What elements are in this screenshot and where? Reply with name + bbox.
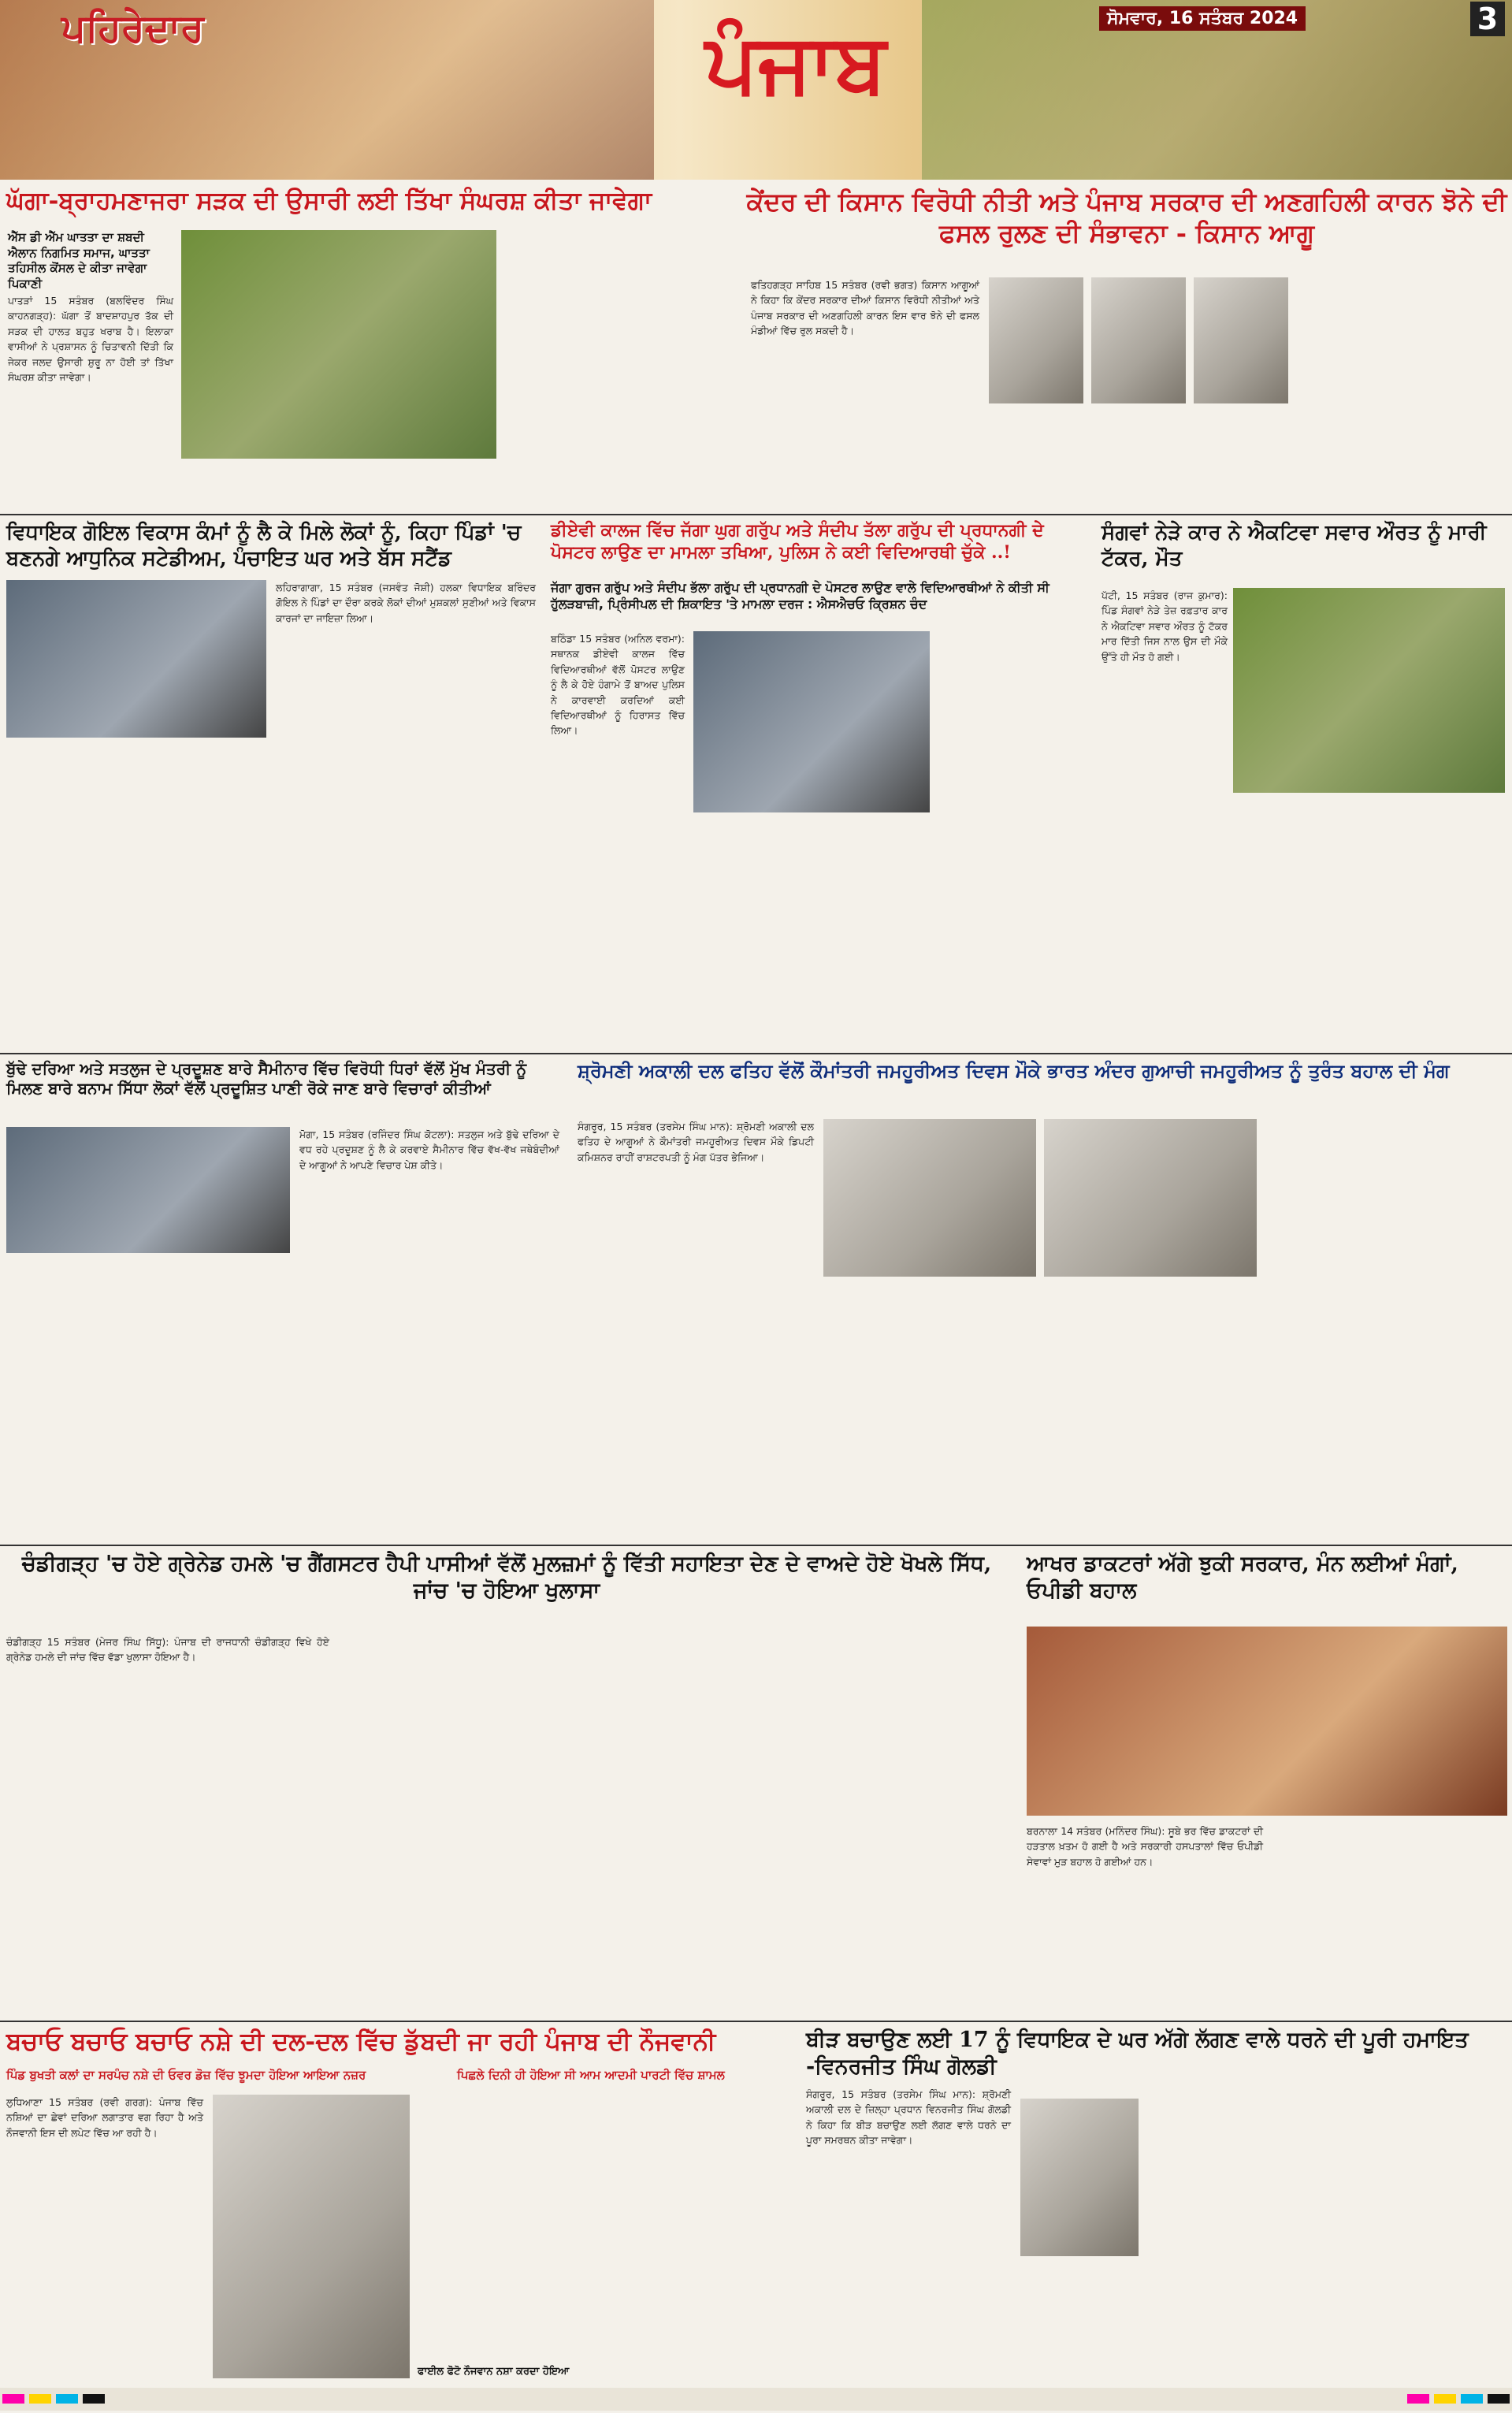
article-photo-1 bbox=[823, 1119, 1036, 1277]
article-a8 bbox=[0, 1548, 1016, 2021]
registration-swatches-right bbox=[1405, 2388, 1512, 2413]
article-body: ਮੋਗਾ, 15 ਸਤੰਬਰ (ਰਜਿੰਦਰ ਸਿੰਘ ਕੋਟਲਾ): ਸਤਲੁਜ ਅਤੇ ਬੁੱਢੇ ਦਰਿਆ ਦੇ ਵਧ ਰਹੇ ਪ੍ਰਦੂਸ਼ਣ ਨੂੰ ਲੈ ਕੇ ਕਰਵਾਏ ਸੈਮੀਨਾਰ ਵਿੱਚ ਵੱਖ-ਵੱਖ ਜਥੇਬੰਦੀਆਂ ਦੇ ਆਗੂਆਂ ਨੇ ਆਪਣੇ ਵਿਚਾਰ ਪੇਸ਼ ਕੀਤੇ। bbox=[299, 1128, 559, 1171]
article-body: ਪਾਤੜਾਂ 15 ਸਤੰਬਰ (ਬਲਵਿੰਦਰ ਸਿੰਘ ਕਾਹਨਗੜ੍ਹ): ਘੱਗਾ ਤੋਂ ਬਾਦਸ਼ਾਹਪੁਰ ਤੱਕ ਦੀ ਸੜਕ ਦੀ ਹਾਲਤ ਬਹੁਤ ਖਰਾਬ ਹੈ। ਇਲਾਕਾ ਵਾਸੀਆਂ ਨੇ ਪ੍ਰਸ਼ਾਸਨ ਨੂੰ ਚਿਤਾਵਨੀ ਦਿੱਤੀ ਕਿ ਜੇਕਰ ਜਲਦ ਉਸਾਰੀ ਸ਼ੁਰੂ ਨਾ ਹੋਈ ਤਾਂ ਤਿੱਖਾ ਸੰਘਰਸ਼ ਕੀਤਾ ਜਾਵੇਗਾ। bbox=[8, 295, 173, 383]
article-headline: ਸੰਗਵਾਂ ਨੇੜੇ ਕਾਰ ਨੇ ਐਕਟਿਵਾ ਸਵਾਰ ਔਰਤ ਨੂੰ ਮਾਰੀ ਟੱਕਰ, ਮੌਤ bbox=[1101, 521, 1487, 571]
article-headline: ਚੰਡੀਗੜ੍ਹ 'ਚ ਹੋਏ ਗ੍ਰੇਨੇਡ ਹਮਲੇ 'ਚ ਗੈਂਗਸਟਰ ਹੈਪੀ ਪਾਸੀਆਂ ਵੱਲੋਂ ਮੁਲਜ਼ਮਾਂ ਨੂੰ ਵਿੱਤੀ ਸਹਾਇਤਾ ਦੇਣ ਦੇ ਵਾਅਦੇ ਹੋਏ ਖੋਖਲੇ ਸਿੱਧ, ਜਾਂਚ 'ਚ ਹੋਇਆ ਖੁਲਾਸਾ bbox=[21, 1552, 992, 1603]
divider bbox=[0, 2021, 1512, 2022]
color-swatch bbox=[1407, 2394, 1429, 2404]
portrait-photo-3 bbox=[1194, 277, 1288, 403]
article-subhead-left: ਪਿੰਡ ਬੁਖਤੀ ਕਲਾਂ ਦਾ ਸਰਪੰਚ ਨਸ਼ੇ ਦੀ ਓਵਰ ਡੋਜ਼ ਵਿੱਚ ਝੂਮਦਾ ਹੋਇਆ ਆਇਆ ਨਜ਼ਰ bbox=[6, 2068, 366, 2082]
divider bbox=[0, 514, 1512, 515]
divider bbox=[0, 1053, 1512, 1054]
page-number: 3 bbox=[1470, 2, 1505, 36]
color-swatch bbox=[29, 2394, 51, 2404]
article-headline: ਘੱਗਾ-ਬ੍ਰਾਹਮਣਾਜਰਾ ਸੜਕ ਦੀ ਉਸਾਰੀ ਲਈ ਤਿੱਖਾ ਸੰਘਰਸ਼ ਕੀਤਾ ਜਾਵੇਗਾ bbox=[6, 187, 652, 215]
article-a4 bbox=[548, 517, 1091, 1053]
article-photo bbox=[213, 2095, 410, 2378]
brand-logo: ਪਹਿਰੇਦਾਰ bbox=[61, 6, 204, 50]
article-photo-2 bbox=[1044, 1119, 1257, 1277]
article-headline: ਸ਼੍ਰੋਮਣੀ ਅਕਾਲੀ ਦਲ ਫਤਿਹ ਵੱਲੋਂ ਕੌਮਾਂਤਰੀ ਜਮਹੂਰੀਅਤ ਦਿਵਸ ਮੌਕੇ ਭਾਰਤ ਅੰਦਰ ਗੁਆਚੀ ਜਮਹੂਰੀਅਤ ਨੂੰ ਤੁਰੰਤ ਬਹਾਲ ਦੀ ਮੰਗ bbox=[578, 1059, 1450, 1082]
divider bbox=[0, 1545, 1512, 1546]
portrait-photo-2 bbox=[1091, 277, 1186, 403]
portrait-photo-1 bbox=[989, 277, 1083, 403]
color-swatch bbox=[2, 2394, 24, 2404]
footer-color-bar bbox=[0, 2388, 1512, 2411]
article-headline: ਆਖਰ ਡਾਕਟਰਾਂ ਅੱਗੇ ਝੁਕੀ ਸਰਕਾਰ, ਮੰਨ ਲਈਆਂ ਮੰਗਾਂ, ਓਪੀਡੀ ਬਹਾਲ bbox=[1027, 1552, 1458, 1603]
article-headline: ਬਚਾਓ ਬਚਾਓ ਬਚਾਓ ਨਸ਼ੇ ਦੀ ਦਲ-ਦਲ ਵਿੱਚ ਡੁੱਬਦੀ ਜਾ ਰਹੀ ਪੰਜਾਬ ਦੀ ਨੌਜਵਾਨੀ bbox=[6, 2028, 716, 2056]
article-headline: ਕੇਂਦਰ ਦੀ ਕਿਸਾਨ ਵਿਰੋਧੀ ਨੀਤੀ ਅਤੇ ਪੰਜਾਬ ਸਰਕਾਰ ਦੀ ਅਣਗਹਿਲੀ ਕਾਰਨ ਝੋਨੇ ਦੀ ਫਸਲ ਰੁਲਣ ਦੀ ਸੰਭਾਵਨਾ - ਕਿਸਾਨ ਆਗੂ bbox=[746, 187, 1507, 248]
masthead bbox=[0, 0, 1512, 180]
article-subhead: ਐੱਸ ਡੀ ਐੱਮ ਘਾਤਤਾ ਦਾ ਸ਼ਬਦੀ ਐਲਾਨ ਨਿਗਮਿਤ ਸਮਾਜ, ਘਾਤਤਾ ਤਹਿਸੀਲ ਕੋਂਸਲ ਦੇ ਕੀਤਾ ਜਾਵੇਗਾ ਪਿਕਾਣੀ bbox=[8, 230, 150, 291]
article-body: ਪੱਟੀ, 15 ਸਤੰਬਰ (ਰਾਜ ਕੁਮਾਰ): ਪਿੰਡ ਸੰਗਵਾਂ ਨੇੜੇ ਤੇਜ਼ ਰਫ਼ਤਾਰ ਕਾਰ ਨੇ ਐਕਟਿਵਾ ਸਵਾਰ ਔਰਤ ਨੂੰ ਟੱਕਰ ਮਾਰ ਦਿੱਤੀ ਜਿਸ ਨਾਲ ਉਸ ਦੀ ਮੌਕੇ ਉੱਤੇ ਹੀ ਮੌਤ ਹੋ ਗਈ। bbox=[1101, 589, 1228, 663]
color-swatch bbox=[83, 2394, 105, 2404]
article-a10 bbox=[0, 2024, 796, 2386]
article-a9 bbox=[1020, 1548, 1512, 2021]
article-a7 bbox=[571, 1056, 1512, 1545]
article-a2 bbox=[745, 183, 1512, 514]
photo-caption: ਫਾਈਲ ਫੋਟੋ ਨੌਜਵਾਨ ਨਸ਼ਾ ਕਰਦਾ ਹੋਇਆ bbox=[418, 2366, 570, 2378]
article-body: ਲਹਿਰਾਗਾਗਾ, 15 ਸਤੰਬਰ (ਜਸਵੰਤ ਜੋਸ਼ੀ) ਹਲਕਾ ਵਿਧਾਇਕ ਬਰਿੰਦਰ ਗੋਇਲ ਨੇ ਪਿੰਡਾਂ ਦਾ ਦੌਰਾ ਕਰਕੇ ਲੋਕਾਂ ਦੀਆਂ ਮੁਸ਼ਕਲਾਂ ਸੁਣੀਆਂ ਅਤੇ ਵਿਕਾਸ ਕਾਰਜਾਂ ਦਾ ਜਾਇਜ਼ਾ ਲਿਆ। bbox=[276, 582, 536, 624]
color-swatch bbox=[1461, 2394, 1483, 2404]
masthead-title: ਪੰਜਾਬ bbox=[705, 14, 886, 111]
article-a3 bbox=[0, 517, 544, 1053]
article-photo bbox=[6, 580, 266, 738]
article-a11 bbox=[800, 2024, 1512, 2386]
article-headline: ਡੀਏਵੀ ਕਾਲਜ ਵਿੱਚ ਜੱਗਾ ਘੁਗ ਗਰੁੱਪ ਅਤੇ ਸੰਦੀਪ ਤੱਲਾ ਗਰੁੱਪ ਦੀ ਪ੍ਰਧਾਨਗੀ ਦੇ ਪੋਸਟਰ ਲਾਉਣ ਦਾ ਮਾਮਲਾ ਤਖਿਆ, ਪੁਲਿਸ ਨੇ ਕਈ ਵਿਦਿਆਰਥੀ ਚੁੱਕੇ ..! bbox=[551, 520, 1044, 563]
registration-swatches bbox=[0, 2388, 107, 2413]
article-subhead-right: ਪਿਛਲੇ ਦਿਨੀ ਹੀ ਹੋਇਆ ਸੀ ਆਮ ਆਦਮੀ ਪਾਰਟੀ ਵਿੱਚ ਸ਼ਾਮਲ bbox=[457, 2068, 725, 2082]
article-photo bbox=[181, 230, 496, 459]
article-photo bbox=[1027, 1627, 1507, 1816]
article-body: ਬਠਿੰਡਾ 15 ਸਤੰਬਰ (ਅਨਿਲ ਵਰਮਾ): ਸਥਾਨਕ ਡੀਏਵੀ ਕਾਲਜ ਵਿੱਚ ਵਿਦਿਆਰਥੀਆਂ ਵੱਲੋਂ ਪੋਸਟਰ ਲਾਉਣ ਨੂੰ ਲੈ ਕੇ ਹੋਏ ਹੰਗਾਮੇ ਤੋਂ ਬਾਅਦ ਪੁਲਿਸ ਨੇ ਕਾਰਵਾਈ ਕਰਦਿਆਂ ਕਈ ਵਿਦਿਆਰਥੀਆਂ ਨੂੰ ਹਿਰਾਸਤ ਵਿੱਚ ਲਿਆ। bbox=[551, 633, 685, 737]
article-a6 bbox=[0, 1056, 567, 1545]
article-a5 bbox=[1095, 517, 1512, 1053]
color-swatch bbox=[1488, 2394, 1510, 2404]
article-body: ਬਰਨਾਲਾ 14 ਸਤੰਬਰ (ਮਨਿੰਦਰ ਸਿੰਘ): ਸੂਬੇ ਭਰ ਵਿੱਚ ਡਾਕਟਰਾਂ ਦੀ ਹੜਤਾਲ ਖ਼ਤਮ ਹੋ ਗਈ ਹੈ ਅਤੇ ਸਰਕਾਰੀ ਹਸਪਤਾਲਾਂ ਵਿੱਚ ਓਪੀਡੀ ਸੇਵਾਵਾਂ ਮੁੜ ਬਹਾਲ ਹੋ ਗਈਆਂ ਹਨ। bbox=[1027, 1825, 1263, 1868]
article-headline: ਬੀੜ ਬਚਾਉਣ ਲਈ 17 ਨੂੰ ਵਿਧਾਇਕ ਦੇ ਘਰ ਅੱਗੇ ਲੱਗਣ ਵਾਲੇ ਧਰਨੇ ਦੀ ਪੂਰੀ ਹਮਾਇਤ -ਵਿਨਰਜੀਤ ਸਿੰਘ ਗੋਲਡੀ bbox=[806, 2028, 1469, 2079]
article-photo bbox=[693, 631, 930, 812]
color-swatch bbox=[56, 2394, 78, 2404]
article-photo bbox=[1233, 588, 1505, 793]
article-photo bbox=[6, 1127, 290, 1253]
article-body: ਸੰਗਰੂਰ, 15 ਸਤੰਬਰ (ਤਰਸੇਮ ਸਿੰਘ ਮਾਨ): ਸ਼੍ਰੋਮਣੀ ਅਕਾਲੀ ਦਲ ਫਤਿਹ ਦੇ ਆਗੂਆਂ ਨੇ ਕੌਮਾਂਤਰੀ ਜਮਹੂਰੀਅਤ ਦਿਵਸ ਮੌਕੇ ਡਿਪਟੀ ਕਮਿਸ਼ਨਰ ਰਾਹੀਂ ਰਾਸ਼ਟਰਪਤੀ ਨੂੰ ਮੰਗ ਪੱਤਰ ਭੇਜਿਆ। bbox=[578, 1121, 814, 1163]
article-body: ਚੰਡੀਗੜ੍ਹ 15 ਸਤੰਬਰ (ਮੇਜਰ ਸਿੰਘ ਸਿੱਧੂ): ਪੰਜਾਬ ਦੀ ਰਾਜਧਾਨੀ ਚੰਡੀਗੜ੍ਹ ਵਿਖੇ ਹੋਏ ਗ੍ਰੇਨੇਡ ਹਮਲੇ ਦੀ ਜਾਂਚ ਵਿੱਚ ਵੱਡਾ ਖੁਲਾਸਾ ਹੋਇਆ ਹੈ। bbox=[6, 1636, 329, 1664]
color-swatch bbox=[1434, 2394, 1456, 2404]
article-a1 bbox=[0, 183, 741, 514]
article-headline: ਵਿਧਾਇਕ ਗੋਇਲ ਵਿਕਾਸ ਕੰਮਾਂ ਨੂੰ ਲੈ ਕੇ ਮਿਲੇ ਲੋਕਾਂ ਨੂੰ, ਕਿਹਾ ਪਿੰਡਾਂ 'ਚ ਬਣਨਗੇ ਆਧੁਨਿਕ ਸਟੇਡੀਅਮ, ਪੰਚਾਇਤ ਘਰ ਅਤੇ ਬੱਸ ਸਟੈਂਡ bbox=[6, 521, 522, 571]
portrait-photo bbox=[1020, 2099, 1139, 2256]
article-body: ਸੰਗਰੂਰ, 15 ਸਤੰਬਰ (ਤਰਸੇਮ ਸਿੰਘ ਮਾਨ): ਸ਼੍ਰੋਮਣੀ ਅਕਾਲੀ ਦਲ ਦੇ ਜ਼ਿਲ੍ਹਾ ਪ੍ਰਧਾਨ ਵਿਨਰਜੀਤ ਸਿੰਘ ਗੋਲਡੀ ਨੇ ਕਿਹਾ ਕਿ ਬੀੜ ਬਚਾਉਣ ਲਈ ਲੱਗਣ ਵਾਲੇ ਧਰਨੇ ਦਾ ਪੂਰਾ ਸਮਰਥਨ ਕੀਤਾ ਜਾਵੇਗਾ। bbox=[806, 2088, 1011, 2147]
article-headline: ਬੁੱਢੇ ਦਰਿਆ ਅਤੇ ਸਤਲੁਜ ਦੇ ਪ੍ਰਦੂਸ਼ਣ ਬਾਰੇ ਸੈਮੀਨਾਰ ਵਿੱਚ ਵਿਰੋਧੀ ਧਿਰਾਂ ਵੱਲੋਂ ਮੁੱਖ ਮੰਤਰੀ ਨੂੰ ਮਿਲਣ ਬਾਰੇ ਬਨਾਮ ਸਿੱਧਾ ਲੋਕਾਂ ਵੱਲੋਂ ਪ੍ਰਦੂਸ਼ਿਤ ਪਾਣੀ ਰੋਕੇ ਜਾਣ ਬਾਰੇ ਵਿਚਾਰਾਂ ਕੀਤੀਆਂ bbox=[6, 1059, 527, 1098]
article-body: ਲੁਧਿਆਣਾ 15 ਸਤੰਬਰ (ਰਵੀ ਗਰਗ): ਪੰਜਾਬ ਵਿੱਚ ਨਸ਼ਿਆਂ ਦਾ ਛੇਵਾਂ ਦਰਿਆ ਲਗਾਤਾਰ ਵਗ ਰਿਹਾ ਹੈ ਅਤੇ ਨੌਜਵਾਨੀ ਇਸ ਦੀ ਲਪੇਟ ਵਿੱਚ ਆ ਰਹੀ ਹੈ। bbox=[6, 2096, 203, 2139]
article-body: ਫਤਿਹਗੜ੍ਹ ਸਾਹਿਬ 15 ਸਤੰਬਰ (ਰਵੀ ਭਗਤ) ਕਿਸਾਨ ਆਗੂਆਂ ਨੇ ਕਿਹਾ ਕਿ ਕੇਂਦਰ ਸਰਕਾਰ ਦੀਆਂ ਕਿਸਾਨ ਵਿਰੋਧੀ ਨੀਤੀਆਂ ਅਤੇ ਪੰਜਾਬ ਸਰਕਾਰ ਦੀ ਅਣਗਹਿਲੀ ਕਾਰਨ ਇਸ ਵਾਰ ਝੋਨੇ ਦੀ ਫਸਲ ਮੰਡੀਆਂ ਵਿੱਚ ਰੁਲ ਸਕਦੀ ਹੈ। bbox=[751, 279, 979, 337]
issue-date: ਸੋਮਵਾਰ, 16 ਸਤੰਬਰ 2024 bbox=[1099, 6, 1306, 31]
article-subhead: ਜੱਗਾ ਗੁਰਜ ਗਰੁੱਪ ਅਤੇ ਸੰਦੀਪ ਭੱਲਾ ਗਰੁੱਪ ਦੀ ਪ੍ਰਧਾਨਗੀ ਦੇ ਪੋਸਟਰ ਲਾਉਣ ਵਾਲੇ ਵਿਦਿਆਰਥੀਆਂ ਨੇ ਕੀਤੀ ਸੀ ਹੁੱਲੜਬਾਜ਼ੀ, ਪ੍ਰਿੰਸੀਪਲ ਦੀ ਸ਼ਿਕਾਇਤ 'ਤੇ ਮਾਮਲਾ ਦਰਜ : ਐਸਐਚਓ ਕ੍ਰਿਸ਼ਨ ਚੰਦ bbox=[551, 580, 1049, 612]
